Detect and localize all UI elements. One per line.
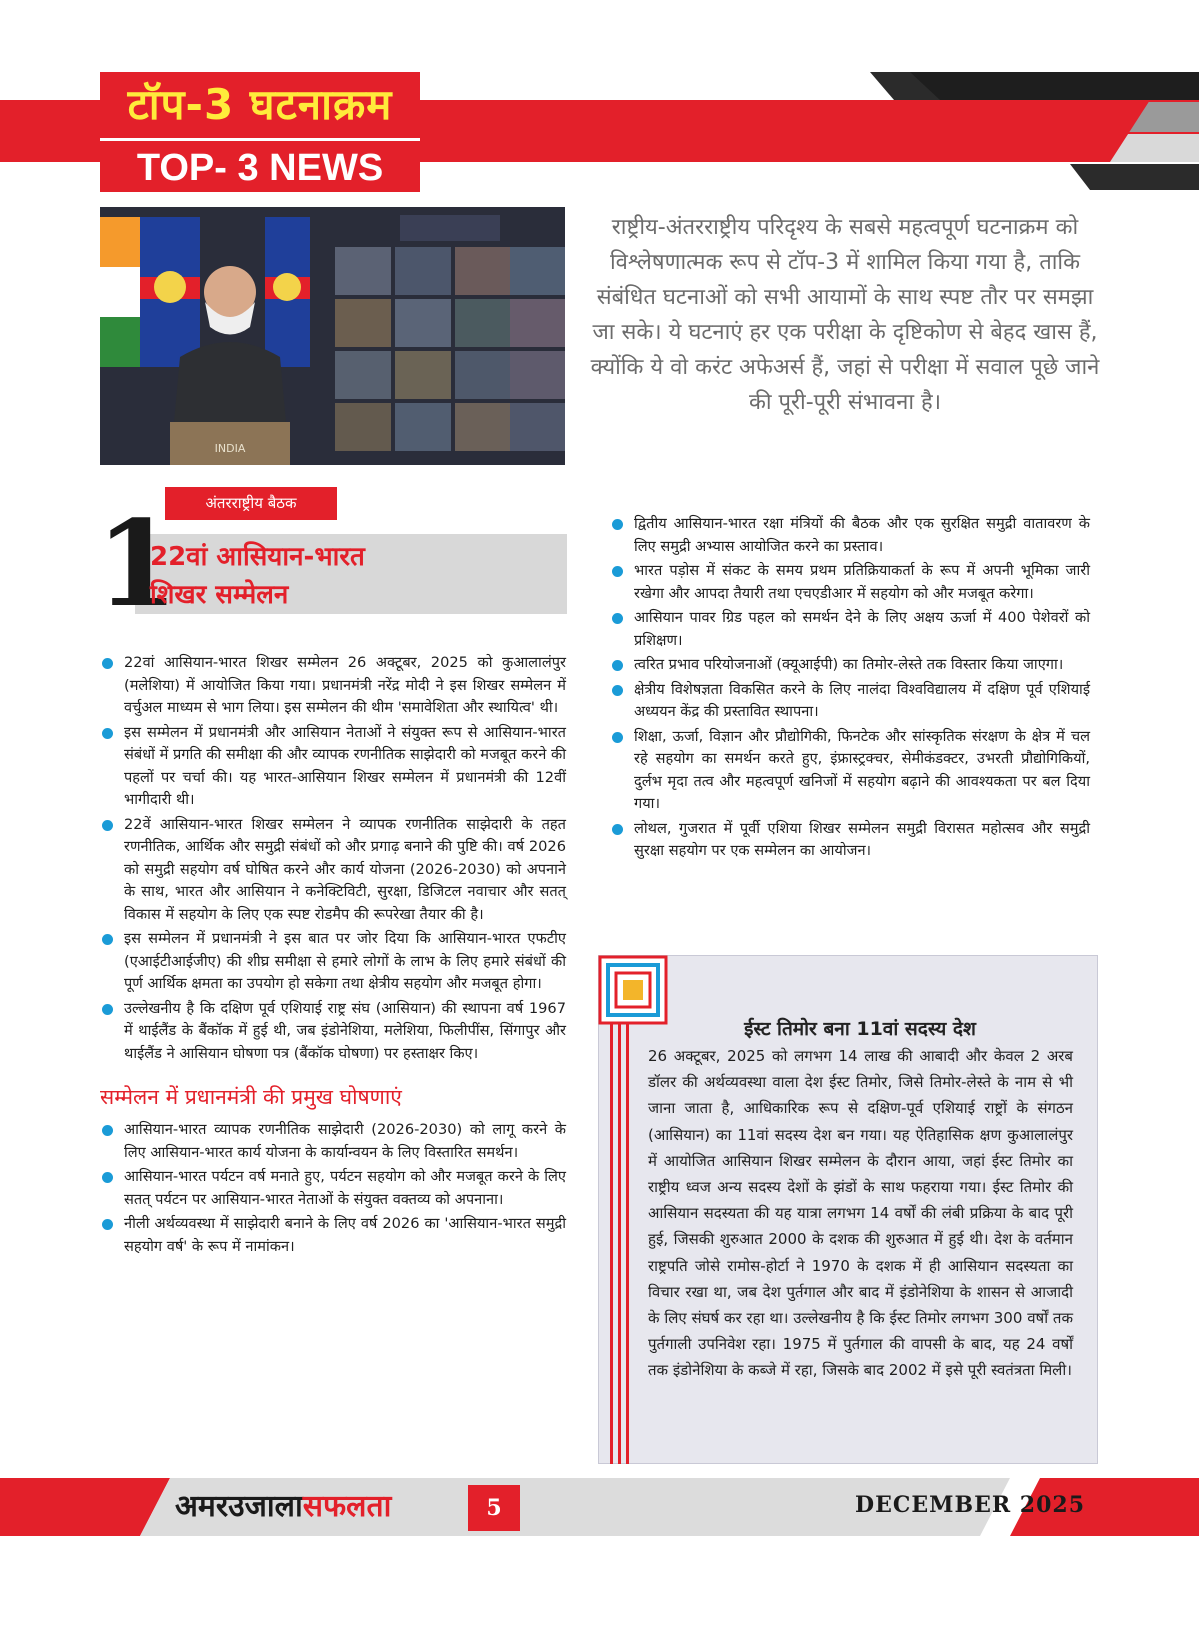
right-column xyxy=(610,513,1090,865)
list-item xyxy=(100,814,566,927)
box-body: 26 अक्टूबर, 2025 को लगभग 14 लाख की आबादी और केवल 2 अरब डॉलर की अर्थव्यवस्था वाला देश ईस्ट तिमोर, जिसे तिमोर-लेस्ते के नाम से भी जाना जाता है, आधिकारिक रूप से दक्षिण-पूर्व एशियाई राष्ट्रों के संगठन (आसियान) का 11वां सदस्य देश बन गया। यह ऐतिहासिक क्षण कुआलालंपुर में आयोजित आसियान शिखर सम्मेलन के दौरान आया, जहां ईस्ट तिमोर का राष्ट्रीय ध्वज अन्य सदस्य देशों के झंडों के साथ फहराया गया। ईस्ट तिमोर की आसियान सदस्यता की यह यात्रा लगभग 14 वर्षों की लंबी प्रक्रिया के बाद पूरी हुई, जिसकी शुरुआत 2000 के दशक की शुरुआत में हुई थी। देश के वर्तमान राष्ट्रपति जोसे रामोस-होर्टा ने 1970 के दशक में ही आसियान सदस्यता का विचार रखा था, जब देश पुर्तगाल और बाद में इंडोनेशिया के शासन से आजादी के लिए संघर्ष कर रहा था। उल्लेखनीय है कि ईस्ट तिमोर लगभग 300 वर्षों तक पुर्तगाली उपनिवेश रहा। 1975 में पुर्तगाल की वापसी के बाद, यह 24 वर्षों तक इंडोनेशिया के कब्जे में रहा, जिसके बाद 2002 में इसे पूरी स्वतंत्रता मिली। xyxy=(648,1047,1073,1380)
list-item xyxy=(100,652,566,720)
bullet-icon xyxy=(102,1125,113,1136)
bullet-icon xyxy=(102,1172,113,1183)
category-tag: अंतरराष्ट्रीय बैठक xyxy=(165,487,337,520)
hero-photo xyxy=(100,207,565,465)
story-headline xyxy=(150,538,530,614)
brand-safalta: सफलता xyxy=(302,1489,392,1524)
list-item xyxy=(100,928,566,996)
screen-caption: INDIA xyxy=(214,442,246,455)
header-stripes xyxy=(870,72,1199,202)
list-item xyxy=(610,513,1090,558)
announcements-list xyxy=(100,1119,566,1258)
box-title: ईस्ट तिमोर बना 11वां सदस्य देश xyxy=(744,1018,976,1040)
bullet-text: त्वरित प्रभाव परियोजनाओं (क्यूआईपी) का तिमोर-लेस्ते तक विस्तार किया जाएगा। xyxy=(634,656,1064,673)
list-item xyxy=(610,560,1090,605)
left-column xyxy=(100,652,566,1260)
bullet-text: भारत पड़ोस में संकट के समय प्रथम प्रतिक्रियाकर्ता के रूप में अपनी भूमिका जारी रखेगा और आपदा तैयारी तथा एचएडीआर में सहयोग को और मजबूत करेगा। xyxy=(634,562,1090,602)
list-item xyxy=(610,679,1090,724)
bullet-icon xyxy=(612,685,623,696)
bullet-text: नीली अर्थव्यवस्था में साझेदारी बनाने के लिए वर्ष 2026 का 'आसियान-भारत समुद्री सहयोग वर्ष' के रूप में नामांकन। xyxy=(124,1215,566,1255)
bullet-icon xyxy=(102,934,113,945)
list-item xyxy=(610,607,1090,652)
bullet-icon xyxy=(102,728,113,739)
announcements-continued-list xyxy=(610,513,1090,863)
bullet-text: क्षेत्रीय विशेषज्ञता विकसित करने के लिए नालंदा विश्वविद्यालय में दक्षिण पूर्व एशियाई अध्ययन केंद्र की प्रस्तावित स्थापना। xyxy=(634,680,1090,720)
bullet-icon xyxy=(612,519,623,530)
list-item xyxy=(610,818,1090,863)
headline-line-2: शिखर सम्मेलन xyxy=(150,580,289,610)
bullet-text: इस सम्मेलन में प्रधानमंत्री ने इस बात पर जोर दिया कि आसियान-भारत एफटीए (एआईटीआईजीए) की शीघ्र समीक्षा से हमारे लोगों के लाभ के लिए हमारे संबंधों की पूर्ण आर्थिक क्षमता का उपयोग हो सकेगा तथा क्षेत्रीय सहयोग और मजबूत होगा। xyxy=(124,930,566,992)
bullet-icon xyxy=(612,613,623,624)
bullet-icon xyxy=(612,732,623,743)
brand-amar-ujala: अमरउजाला xyxy=(175,1489,303,1524)
bullet-icon xyxy=(612,566,623,577)
list-item xyxy=(100,1119,566,1164)
bullet-icon xyxy=(102,820,113,831)
box-side-rules xyxy=(610,1022,634,1464)
list-item xyxy=(100,722,566,812)
bullet-text: 22वां आसियान-भारत शिखर सम्मेलन 26 अक्टूबर, 2025 को कुआलालंपुर (मलेशिया) में आयोजित किया गया। प्रधानमंत्री नरेंद्र मोदी ने इस शिखर सम्मेलन में वर्चुअल माध्यम से भाग लिया। इस सम्मेलन की थीम 'समावेशिता और स्थायित्व' थी। xyxy=(124,654,566,716)
list-item xyxy=(610,726,1090,816)
bullet-text: द्वितीय आसियान-भारत रक्षा मंत्रियों की बैठक और एक सुरक्षित समुद्री वातावरण के लिए समुद्री अभ्यास आयोजित करने का प्रस्ताव। xyxy=(634,515,1090,555)
footer-brand-logo xyxy=(175,1485,391,1529)
bullet-text: आसियान-भारत व्यापक रणनीतिक साझेदारी (2026-2030) को लागू करने के लिए आसियान-भारत कार्य योजना के कार्यान्वयन के लिए विस्तारित समर्थन। xyxy=(124,1121,566,1161)
intro-paragraph: राष्ट्रीय-अंतरराष्ट्रीय परिदृश्य के सबसे महत्वपूर्ण घटनाक्रम को विश्लेषणात्मक रूप से टॉप-3 में शामिल किया गया है, ताकि संबंधित घटनाओं को सभी आयामों के साथ स्पष्ट तौर पर समझा जा सके। ये घटनाएं हर एक परीक्षा के दृष्टिकोण से बेहद खास हैं, क्योंकि ये वो करंट अफेअर्स हैं, जहां से परीक्षा में सवाल पूछे जाने की पूरी-पूरी संभावना है। xyxy=(590,215,1100,415)
masthead-english-title: TOP- 3 NEWS xyxy=(100,138,420,192)
bullet-text: शिक्षा, ऊर्जा, विज्ञान और प्रौद्योगिकी, फिनटेक और सांस्कृतिक संरक्षण के क्षेत्र में चल रहे सहयोग का समर्थन करते हुए, इंफ्रास्ट्रक्चर, सेमीकंडक्टर, उभरती प्रौद्योगिकियों, दुर्लभ मृदा तत्व और महत्वपूर्ण खनिजों में सहयोग बढ़ाने की आवश्यकता पर बल दिया गया। xyxy=(634,727,1090,812)
story-number: 1 xyxy=(96,494,179,633)
bullet-icon xyxy=(102,1004,113,1015)
summit-video-conference-illustration xyxy=(100,207,565,465)
bullet-text: लोथल, गुजरात में पूर्वी एशिया शिखर सम्मेलन समुद्री विरासत महोत्सव और समुद्री सुरक्षा सहयोग पर एक सम्मेलन का आयोजन। xyxy=(634,819,1090,859)
issue-date: DECEMBER 2025 xyxy=(855,1492,1086,1518)
bullet-text: आसियान पावर ग्रिड पहल को समर्थन देने के लिए अक्षय ऊर्जा में 400 पेशेवरों को प्रशिक्षण। xyxy=(634,609,1090,649)
page-number: 5 xyxy=(468,1485,520,1531)
headline-line-1: 22वां आसियान-भारत xyxy=(150,542,365,572)
list-item xyxy=(610,654,1090,677)
bullet-text: उल्लेखनीय है कि दक्षिण पूर्व एशियाई राष्ट्र संघ (आसियान) की स्थापना वर्ष 1967 में थाईलैंड के बैंकॉक में हुई थी, जब इंडोनेशिया, मलेशिया, फिलीपींस, सिंगापुर और थाईलैंड ने आसियान घोषणा पत्र (बैंकॉक घोषणा) पर हस्ताक्षर किए। xyxy=(124,999,566,1062)
summit-bullet-list xyxy=(100,652,566,1065)
section-masthead xyxy=(100,72,420,192)
announcements-subheading: सम्मेलन में प्रधानमंत्री की प्रमुख घोषणाएं xyxy=(100,1085,402,1109)
masthead-hindi-title: टॉप-3 घटनाक्रम xyxy=(100,72,420,138)
bullet-icon xyxy=(102,658,113,669)
bullet-text: 22वें आसियान-भारत शिखर सम्मेलन ने व्यापक रणनीतिक साझेदारी के तहत रणनीतिक, आर्थिक और समुद्री संबंधों को और प्रगाढ़ बनाने की पुष्टि की। वर्ष 2026 को समुद्री सहयोग वर्ष घोषित करने और कार्य योजना (2026-2030) को अपनाने के साथ, भारत और आसियान ने कनेक्टिविटी, सुरक्षा, डिजिटल नवाचार और सतत् विकास में सहयोग के लिए एक स्पष्ट रोडमैप की रूपरेखा तैयार की है। xyxy=(124,815,566,923)
list-item xyxy=(100,998,566,1066)
list-item xyxy=(100,1166,566,1211)
bullet-text: आसियान-भारत पर्यटन वर्ष मनाते हुए, पर्यटन सहयोग को और मजबूत करने के लिए सतत् पर्यटन पर आसियान-भारत नेताओं के संयुक्त वक्तव्य को अपनाना। xyxy=(124,1168,566,1208)
bullet-icon xyxy=(102,1219,113,1230)
list-item xyxy=(100,1213,566,1258)
bullet-icon xyxy=(612,824,623,835)
bullet-text: इस सम्मेलन में प्रधानमंत्री और आसियान नेताओं ने संयुक्त रूप से आसियान-भारत संबंधों में प्रगति की समीक्षा की और व्यापक रणनीतिक साझेदारी को मजबूत करने की पहलों पर चर्चा की। यह भारत-आसियान शिखर सम्मेलन में प्रधानमंत्री की 12वीं भागीदारी थी। xyxy=(124,723,566,808)
bullet-icon xyxy=(612,660,623,671)
